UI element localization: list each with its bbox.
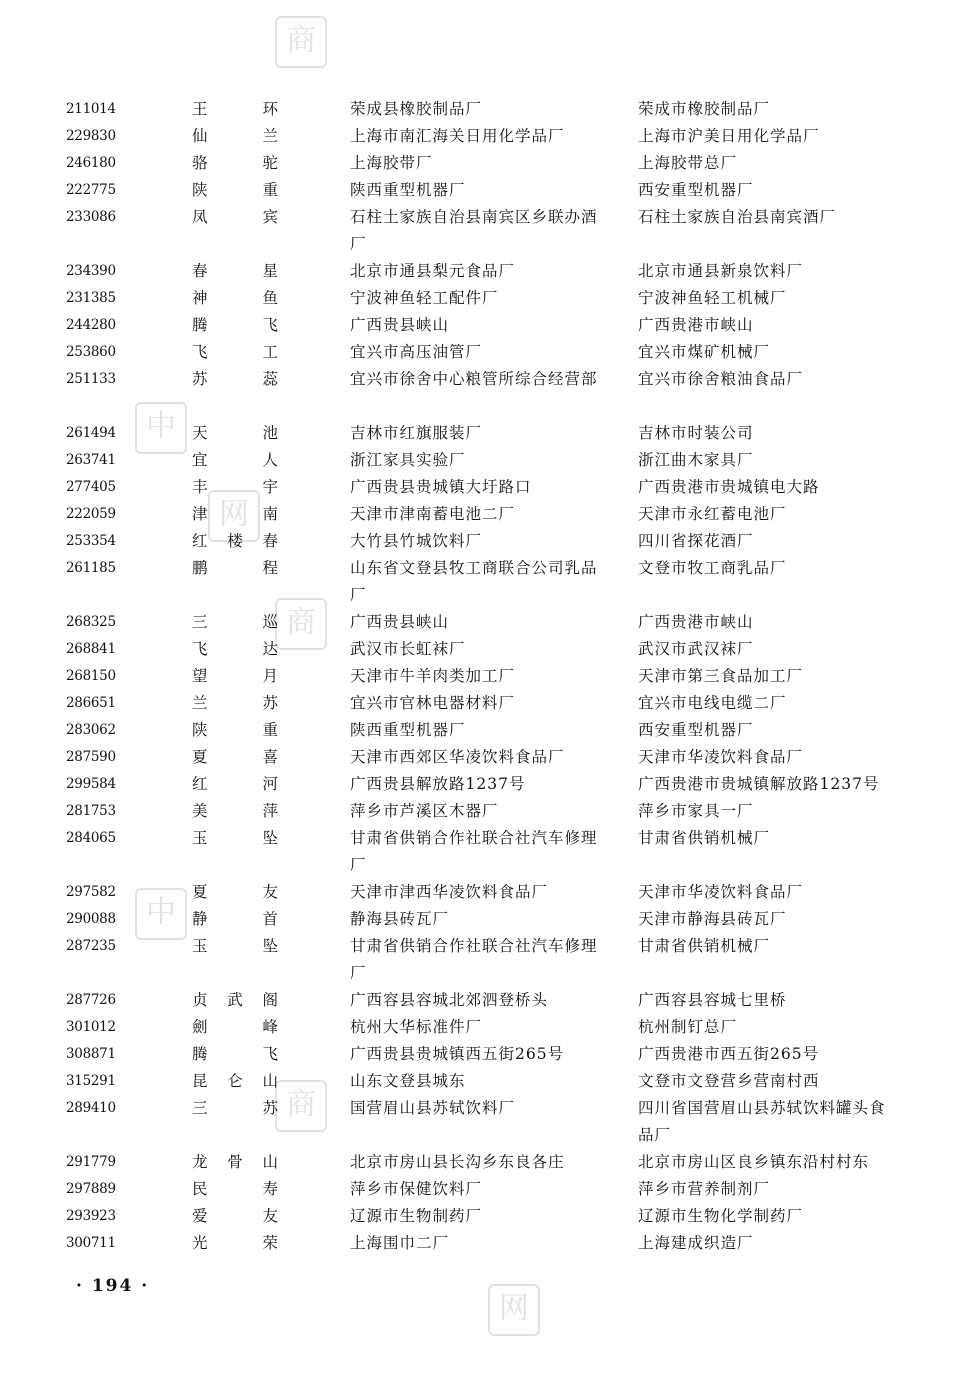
table-row: [0, 1041, 980, 1068]
new-registrant: 宁波神鱼轻工机械厂: [638, 289, 787, 307]
table-row: [0, 285, 980, 312]
brand-char: 武: [227, 991, 243, 1009]
registration-number: 222059: [66, 506, 116, 522]
table-row: [0, 1095, 980, 1149]
brand-name: [192, 906, 278, 933]
table-row: [0, 609, 980, 636]
brand-char: 春: [192, 262, 208, 280]
registration-number: 268325: [66, 614, 116, 630]
new-registrant: 北京市房山区良乡镇东沿村村东: [638, 1153, 870, 1171]
original-registrant: 天津市牛羊肉类加工厂: [350, 667, 516, 685]
brand-char: 陕: [192, 181, 208, 199]
watermark-stamp-icon: 网: [208, 490, 260, 542]
table-row: [0, 447, 980, 474]
brand-char: 星: [262, 262, 278, 280]
original-registrant: 北京市房山县长沟乡东良各庄: [350, 1153, 565, 1171]
registration-number: 299584: [66, 776, 116, 792]
original-registrant: 天津市津西华凌饮料食品厂: [350, 883, 549, 901]
new-registrant: 天津市永红蓄电池厂: [638, 505, 787, 523]
new-registrant: 宜兴市电线电缆二厂: [638, 694, 787, 712]
brand-char: 丰: [192, 478, 208, 496]
new-registrant: 广西贵港市贵城镇解放路1237号: [638, 775, 880, 793]
brand-name: [192, 447, 278, 474]
brand-char: 友: [262, 883, 278, 901]
brand-char: 达: [262, 640, 278, 658]
brand-char: 阁: [262, 991, 278, 1009]
brand-char: 重: [262, 181, 278, 199]
brand-char: 程: [262, 559, 278, 577]
brand-name: [192, 1230, 278, 1257]
brand-char: 仑: [227, 1072, 243, 1090]
brand-char: 昆: [192, 1072, 208, 1090]
registration-number: 234390: [66, 263, 116, 279]
table-row: [0, 177, 980, 204]
new-registrant: 甘肃省供销机械厂: [638, 937, 771, 955]
registration-number: 315291: [66, 1073, 116, 1089]
brand-char: 萍: [262, 802, 278, 820]
new-registrant: 宜兴市煤矿机械厂: [638, 343, 771, 361]
brand-char: 三: [192, 1099, 208, 1117]
new-registrant: 杭州制钉总厂: [638, 1018, 738, 1036]
brand-char: 苏: [192, 370, 208, 388]
original-registrant: 陕西重型机器厂: [350, 721, 466, 739]
watermark-stamp-icon: 商: [275, 598, 327, 650]
registration-number: 290088: [66, 911, 116, 927]
table-row: [0, 1176, 980, 1203]
brand-name: [192, 933, 278, 960]
table-row: [0, 987, 980, 1014]
original-registrant: 杭州大华标准件厂: [350, 1018, 483, 1036]
new-registrant: 文登市文登营乡营南村西: [638, 1072, 820, 1090]
table-row: [0, 474, 980, 501]
original-registrant: 甘肃省供销合作社联合社汽车修理厂: [350, 829, 598, 874]
watermark-stamp-icon: 中: [135, 402, 187, 454]
registration-number: 263741: [66, 452, 116, 468]
brand-char: 天: [192, 424, 208, 442]
brand-char: 飞: [192, 343, 208, 361]
brand-char: 春: [262, 532, 278, 550]
brand-char: 驼: [262, 154, 278, 172]
registration-number: 261494: [66, 425, 116, 441]
brand-char: 楼: [227, 532, 243, 550]
brand-name: [192, 177, 278, 204]
brand-name: [192, 1095, 278, 1122]
brand-name: [192, 420, 278, 447]
brand-name: [192, 555, 278, 582]
brand-char: 王: [192, 100, 208, 118]
brand-char: 红: [192, 775, 208, 793]
new-registrant: 广西贵港市峡山: [638, 613, 754, 631]
watermark-stamp-icon: 网: [488, 1284, 540, 1336]
original-registrant: 广西贵县解放路1237号: [350, 775, 526, 793]
brand-char: 民: [192, 1180, 208, 1198]
table-row: [0, 420, 980, 447]
new-registrant: 上海市沪美日用化学品厂: [638, 127, 820, 145]
brand-char: 寿: [262, 1180, 278, 1198]
brand-char: 巡: [262, 613, 278, 631]
brand-char: 龙: [192, 1153, 208, 1171]
brand-char: 苏: [262, 694, 278, 712]
brand-char: 宾: [262, 208, 278, 226]
table-row: [0, 663, 980, 690]
original-registrant: 荣成县橡胶制品厂: [350, 100, 483, 118]
brand-char: 工: [262, 343, 278, 361]
registration-number: 308871: [66, 1046, 116, 1062]
brand-name: [192, 204, 278, 231]
table-row: [0, 1203, 980, 1230]
new-registrant: 吉林市时装公司: [638, 424, 754, 442]
original-registrant: 广西贵县贵城镇西五街265号: [350, 1045, 565, 1063]
brand-char: 南: [262, 505, 278, 523]
brand-char: 爱: [192, 1207, 208, 1225]
registration-number: 233086: [66, 209, 116, 225]
brand-name: [192, 1176, 278, 1203]
original-registrant: 萍乡市保健饮料厂: [350, 1180, 483, 1198]
brand-char: 三: [192, 613, 208, 631]
trademark-table: [0, 96, 980, 1257]
brand-char: 池: [262, 424, 278, 442]
original-registrant: 静海县砖瓦厂: [350, 910, 450, 928]
new-registrant: 西安重型机器厂: [638, 721, 754, 739]
table-row: [0, 690, 980, 717]
registration-number: 301012: [66, 1019, 116, 1035]
table-row: [0, 366, 980, 420]
original-registrant: 上海胶带厂: [350, 154, 433, 172]
brand-name: [192, 312, 278, 339]
registration-number: 253860: [66, 344, 116, 360]
brand-char: 玉: [192, 937, 208, 955]
brand-char: 夏: [192, 883, 208, 901]
brand-char: 鱼: [262, 289, 278, 307]
table-row: [0, 744, 980, 771]
brand-name: [192, 123, 278, 150]
registration-number: 229830: [66, 128, 116, 144]
table-row: [0, 555, 980, 609]
brand-name: [192, 690, 278, 717]
original-registrant: 上海围巾二厂: [350, 1234, 450, 1252]
registration-number: 297582: [66, 884, 116, 900]
registration-number: 281753: [66, 803, 116, 819]
table-row: [0, 1068, 980, 1095]
brand-name: [192, 528, 278, 555]
new-registrant: 萍乡市家具一厂: [638, 802, 754, 820]
brand-name: [192, 1068, 278, 1095]
new-registrant: 四川省探花酒厂: [638, 532, 754, 550]
brand-char: 环: [262, 100, 278, 118]
original-registrant: 武汉市长虹袜厂: [350, 640, 466, 658]
new-registrant: 四川省国营眉山县苏轼饮料罐头食品厂: [638, 1099, 886, 1144]
brand-char: 红: [192, 532, 208, 550]
brand-char: 荣: [262, 1234, 278, 1252]
brand-char: 河: [262, 775, 278, 793]
original-registrant: 石柱土家族自治县南宾区乡联办酒厂: [350, 208, 598, 253]
watermark-stamp-icon: 中: [135, 888, 187, 940]
brand-char: 兰: [192, 694, 208, 712]
brand-name: [192, 1149, 278, 1176]
original-registrant: 上海市南汇海关日用化学品厂: [350, 127, 565, 145]
registration-number: 222775: [66, 182, 116, 198]
brand-char: 凤: [192, 208, 208, 226]
brand-name: [192, 636, 278, 663]
brand-char: 苏: [262, 1099, 278, 1117]
registration-number: 286651: [66, 695, 116, 711]
brand-char: 重: [262, 721, 278, 739]
watermark-stamp-icon: 商: [275, 16, 327, 68]
brand-name: [192, 717, 278, 744]
watermark-stamp-icon: 商: [275, 1080, 327, 1132]
table-row: [0, 1149, 980, 1176]
original-registrant: 辽源市生物制药厂: [350, 1207, 483, 1225]
new-registrant: 北京市通县新泉饮料厂: [638, 262, 804, 280]
original-registrant: 广西贵县峡山: [350, 613, 450, 631]
brand-name: [192, 609, 278, 636]
brand-char: 鹏: [192, 559, 208, 577]
table-row: [0, 258, 980, 285]
new-registrant: 上海建成织造厂: [638, 1234, 754, 1252]
brand-name: [192, 663, 278, 690]
new-registrant: 广西贵港市西五街265号: [638, 1045, 820, 1063]
brand-name: [192, 1041, 278, 1068]
new-registrant: 上海胶带总厂: [638, 154, 738, 172]
original-registrant: 宜兴市高压油管厂: [350, 343, 483, 361]
brand-name: [192, 987, 278, 1014]
table-row: [0, 528, 980, 555]
new-registrant: 天津市第三食品加工厂: [638, 667, 804, 685]
brand-char: 神: [192, 289, 208, 307]
page-number: · 194 ·: [76, 1276, 150, 1296]
brand-char: 峰: [262, 1018, 278, 1036]
new-registrant: 广西贵港市峡山: [638, 316, 754, 334]
new-registrant: 宜兴市徐舍粮油食品厂: [638, 370, 804, 388]
table-row: [0, 312, 980, 339]
new-registrant: 武汉市武汉袜厂: [638, 640, 754, 658]
table-row: [0, 501, 980, 528]
new-registrant: 广西贵港市贵城镇电大路: [638, 478, 820, 496]
original-registrant: 大竹县竹城饮料厂: [350, 532, 483, 550]
original-registrant: 广西容县容城北郊泗登桥头: [350, 991, 549, 1009]
brand-char: 飞: [262, 1045, 278, 1063]
table-row: [0, 717, 980, 744]
table-row: [0, 1230, 980, 1257]
original-registrant: 萍乡市芦溪区木器厂: [350, 802, 499, 820]
registration-number: 231385: [66, 290, 116, 306]
registration-number: 244280: [66, 317, 116, 333]
table-row: [0, 771, 980, 798]
table-row: [0, 879, 980, 906]
original-registrant: 天津市津南蓄电池二厂: [350, 505, 516, 523]
brand-char: 兰: [262, 127, 278, 145]
brand-char: 劍: [192, 1018, 208, 1036]
brand-char: 山: [262, 1072, 278, 1090]
original-registrant: 浙江家具实验厂: [350, 451, 466, 469]
new-registrant: 天津市华凌饮料食品厂: [638, 883, 804, 901]
brand-name: [192, 258, 278, 285]
registration-number: 284065: [66, 830, 116, 846]
brand-name: [192, 825, 278, 852]
original-registrant: 宜兴市官林电器材料厂: [350, 694, 516, 712]
brand-name: [192, 501, 278, 528]
brand-char: 飞: [262, 316, 278, 334]
new-registrant: 萍乡市营养制剂厂: [638, 1180, 771, 1198]
brand-char: 山: [262, 1153, 278, 1171]
brand-char: 宜: [192, 451, 208, 469]
brand-char: 骨: [227, 1153, 243, 1171]
brand-char: 蕊: [262, 370, 278, 388]
original-registrant: 广西贵县峡山: [350, 316, 450, 334]
brand-char: 仙: [192, 127, 208, 145]
original-registrant: 宜兴市徐舍中心粮管所综合经营部: [350, 370, 598, 388]
new-registrant: 浙江曲木家具厂: [638, 451, 754, 469]
new-registrant: 石柱土家族自治县南宾酒厂: [638, 208, 837, 226]
brand-name: [192, 285, 278, 312]
brand-name: [192, 771, 278, 798]
registration-number: 283062: [66, 722, 116, 738]
original-registrant: 宁波神鱼轻工配件厂: [350, 289, 499, 307]
original-registrant: 陕西重型机器厂: [350, 181, 466, 199]
original-registrant: 国营眉山县苏轼饮料厂: [350, 1099, 516, 1117]
brand-name: [192, 1203, 278, 1230]
brand-char: 宇: [262, 478, 278, 496]
table-row: [0, 204, 980, 258]
registration-number: 287590: [66, 749, 116, 765]
new-registrant: 辽源市生物化学制药厂: [638, 1207, 804, 1225]
brand-char: 人: [262, 451, 278, 469]
registration-number: 261185: [66, 560, 116, 576]
registration-number: 293923: [66, 1208, 116, 1224]
brand-char: 夏: [192, 748, 208, 766]
original-registrant: 山东省文登县牧工商联合公司乳品厂: [350, 559, 598, 604]
brand-char: 陕: [192, 721, 208, 739]
table-row: [0, 1014, 980, 1041]
brand-name: [192, 798, 278, 825]
new-registrant: 西安重型机器厂: [638, 181, 754, 199]
brand-char: 坠: [262, 829, 278, 847]
original-registrant: 甘肃省供销合作社联合社汽车修理厂: [350, 937, 598, 982]
registration-number: 268150: [66, 668, 116, 684]
registration-number: 277405: [66, 479, 116, 495]
brand-char: 津: [192, 505, 208, 523]
brand-char: 坠: [262, 937, 278, 955]
table-row: [0, 96, 980, 123]
registration-number: 211014: [66, 101, 116, 117]
original-registrant: 吉林市红旗服装厂: [350, 424, 483, 442]
brand-char: 美: [192, 802, 208, 820]
brand-char: 腾: [192, 1045, 208, 1063]
brand-name: [192, 474, 278, 501]
brand-name: [192, 366, 278, 393]
original-registrant: 广西贵县贵城镇大圩路口: [350, 478, 532, 496]
original-registrant: 天津市西郊区华凌饮料食品厂: [350, 748, 565, 766]
brand-char: 飞: [192, 640, 208, 658]
brand-char: 玉: [192, 829, 208, 847]
new-registrant: 天津市静海县砖瓦厂: [638, 910, 787, 928]
registration-number: 268841: [66, 641, 116, 657]
new-registrant: 荣成市橡胶制品厂: [638, 100, 771, 118]
table-row: [0, 150, 980, 177]
brand-char: 望: [192, 667, 208, 685]
registration-number: 297889: [66, 1181, 116, 1197]
brand-name: [192, 744, 278, 771]
registration-number: 246180: [66, 155, 116, 171]
brand-name: [192, 96, 278, 123]
registration-number: 287726: [66, 992, 116, 1008]
brand-char: 腾: [192, 316, 208, 334]
brand-char: 贞: [192, 991, 208, 1009]
brand-name: [192, 1014, 278, 1041]
original-registrant: 北京市通县梨元食品厂: [350, 262, 516, 280]
brand-char: 喜: [262, 748, 278, 766]
registration-number: 253354: [66, 533, 116, 549]
table-row: [0, 825, 980, 879]
table-row: [0, 339, 980, 366]
registration-number: 300711: [66, 1235, 116, 1251]
brand-name: [192, 150, 278, 177]
brand-char: 首: [262, 910, 278, 928]
table-row: [0, 798, 980, 825]
table-row: [0, 636, 980, 663]
table-row: [0, 933, 980, 987]
brand-name: [192, 339, 278, 366]
brand-char: 光: [192, 1234, 208, 1252]
new-registrant: 甘肃省供销机械厂: [638, 829, 771, 847]
table-row: [0, 123, 980, 150]
registration-number: 251133: [66, 371, 116, 387]
brand-char: 月: [262, 667, 278, 685]
table-row: [0, 906, 980, 933]
brand-name: [192, 879, 278, 906]
new-registrant: 广西容县容城七里桥: [638, 991, 787, 1009]
new-registrant: 天津市华凌饮料食品厂: [638, 748, 804, 766]
original-registrant: 山东文登县城东: [350, 1072, 466, 1090]
brand-char: 静: [192, 910, 208, 928]
brand-char: 友: [262, 1207, 278, 1225]
new-registrant: 文登市牧工商乳品厂: [638, 559, 787, 577]
registration-number: 289410: [66, 1100, 116, 1116]
registration-number: 287235: [66, 938, 116, 954]
registration-number: 291779: [66, 1154, 116, 1170]
brand-char: 骆: [192, 154, 208, 172]
